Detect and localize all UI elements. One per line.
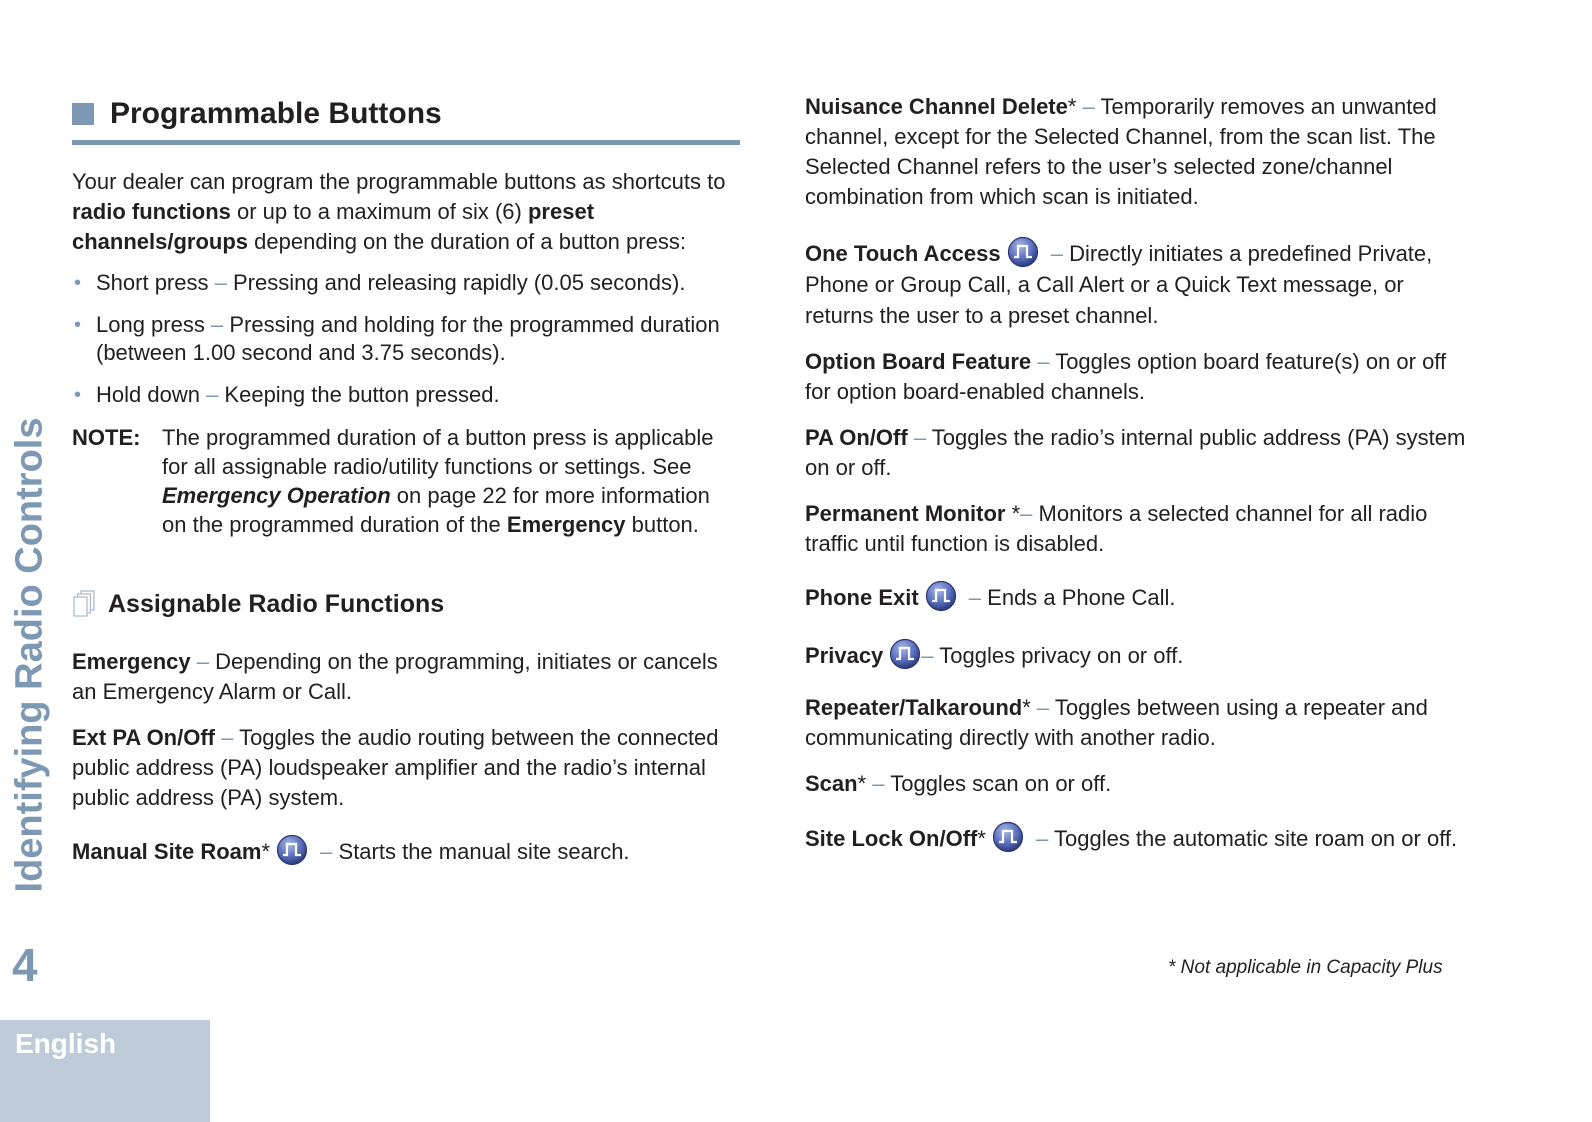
list-item <box>72 311 740 367</box>
dash: – <box>866 771 891 796</box>
asterisk: * <box>857 771 867 796</box>
bullet-icon: • <box>74 272 82 294</box>
note-text: The programmed duration of a button press is applicable for all assignable radio/utility functions or settings. See <box>162 425 714 479</box>
heading-square-icon <box>72 103 94 125</box>
bullet-term: Hold down <box>96 382 200 407</box>
function-entry <box>805 583 1477 613</box>
intro-text: depending on the duration of a button press: <box>248 229 686 254</box>
function-name: Ext PA On/Off <box>72 725 215 750</box>
function-desc: Starts the manual site search. <box>338 839 630 864</box>
note-block <box>72 423 740 539</box>
function-name: Manual Site Roam <box>72 839 262 864</box>
function-desc: Monitors a selected channel for all radio traffic until function is disabled. <box>805 501 1428 556</box>
intro-bold-radio-functions: radio functions <box>72 199 231 224</box>
asterisk: * <box>1022 695 1031 720</box>
function-name: Repeater/Talkaround <box>805 695 1023 720</box>
page-number: 4 <box>12 939 38 991</box>
function-entry <box>805 499 1477 559</box>
function-desc: Toggles the audio routing between the connected public address (PA) loudspeaker amplifier and the radio’s internal public address (PA) system. <box>72 725 719 810</box>
function-entry <box>805 347 1477 407</box>
function-desc: Toggles scan on or off. <box>890 771 1112 796</box>
function-name: Permanent Monitor <box>805 501 1006 526</box>
dash: – <box>1030 695 1055 720</box>
dash: – <box>921 643 940 668</box>
bullet-term: Long press <box>96 312 205 337</box>
note-body <box>162 423 740 539</box>
asterisk: * <box>977 826 986 851</box>
dash: – <box>1076 94 1101 119</box>
function-name: One Touch Access <box>805 241 1001 266</box>
note-bold-emergency: Emergency <box>506 512 626 537</box>
language-label: English <box>15 1028 117 1059</box>
footnote: * Not applicable in Capacity Plus <box>1168 957 1443 978</box>
programmable-button-icon <box>889 638 921 670</box>
intro-paragraph <box>72 167 740 257</box>
subsection-title: Assignable Radio Functions <box>108 589 445 618</box>
dash: – <box>199 382 225 407</box>
bullet-desc: Keeping the button pressed. <box>224 382 500 407</box>
dash: – <box>1044 241 1070 266</box>
chapter-title: Identifying Radio Controls <box>8 417 51 893</box>
dash: – <box>962 585 988 610</box>
dash: – <box>215 725 240 750</box>
function-entry <box>805 423 1477 483</box>
function-desc: Toggles option board feature(s) on or off for option board-enabled channels. <box>805 349 1447 404</box>
list-item <box>72 269 740 297</box>
subsection-heading <box>72 587 740 621</box>
function-name: Site Lock On/Off <box>805 826 978 851</box>
intro-bold-preset-channels: preset channels/groups <box>72 199 595 254</box>
function-name: Emergency <box>72 649 191 674</box>
function-name: Nuisance Channel Delete <box>805 94 1068 119</box>
function-desc: Depending on the programming, initiates or cancels an Emergency Alarm or Call. <box>72 649 718 704</box>
dash: – <box>204 312 230 337</box>
function-entry <box>72 723 740 813</box>
function-desc: Toggles the automatic site roam on or off. <box>1053 826 1458 851</box>
function-desc: Temporarily removes an unwanted channel, except for the Selected Channel, from the scan list. The Selected Channel refers to the user’s selected zone/channel combination from which scan is initiated. <box>805 94 1437 209</box>
function-name: Scan <box>805 771 858 796</box>
bullet-desc: Pressing and releasing rapidly (0.05 seconds). <box>232 270 686 295</box>
function-entry <box>805 769 1477 799</box>
function-desc: Toggles privacy on or off. <box>939 643 1184 668</box>
function-entry <box>72 837 740 867</box>
section-heading <box>72 92 740 136</box>
function-name: Privacy <box>805 643 884 668</box>
chapter-side-tab <box>0 417 60 893</box>
bullet-icon: • <box>74 384 82 406</box>
dash: – <box>1020 501 1039 526</box>
function-entry <box>805 238 1477 331</box>
function-entry <box>805 641 1477 671</box>
dash: – <box>314 839 339 864</box>
asterisk: * <box>1067 94 1077 119</box>
function-desc: Toggles the radio’s internal public address (PA) system on or off. <box>805 425 1466 480</box>
bullet-icon: • <box>74 314 82 336</box>
function-entry <box>805 823 1477 854</box>
function-desc: Toggles between using a repeater and communicating directly with another radio. <box>805 695 1428 750</box>
section-title: Programmable Buttons <box>110 97 442 130</box>
note-label: NOTE: <box>72 425 141 450</box>
function-entry <box>72 647 740 707</box>
intro-text: Your dealer can program the programmable buttons as shortcuts to <box>72 169 726 194</box>
dash: – <box>1029 826 1054 851</box>
emergency-operation-link[interactable]: Emergency Operation <box>162 483 391 508</box>
right-column <box>805 92 1477 870</box>
programmable-button-icon <box>992 821 1024 853</box>
functions-list-left <box>72 647 740 867</box>
heading-rule <box>72 140 740 145</box>
function-name: Option Board Feature <box>805 349 1032 374</box>
left-column <box>72 92 740 883</box>
function-desc: Directly initiates a predefined Private, Phone or Group Call, a Call Alert or a Quick Text message, or returns the user to a preset channel. <box>805 241 1433 328</box>
function-name: PA On/Off <box>805 425 908 450</box>
list-item <box>72 381 740 409</box>
dash: – <box>190 649 216 674</box>
function-desc: Ends a Phone Call. <box>987 585 1176 610</box>
note-text: button. <box>625 512 699 537</box>
press-types-list <box>72 269 740 409</box>
dash: – <box>1031 349 1056 374</box>
programmable-button-icon <box>925 580 957 612</box>
asterisk: * <box>261 839 271 864</box>
bullet-desc: Pressing and holding for the programmed duration (between 1.00 second and 3.75 seconds). <box>96 312 720 365</box>
language-tab <box>0 1020 210 1122</box>
dash: – <box>208 270 233 295</box>
asterisk: * <box>1005 501 1021 526</box>
note-text: on page 22 for more information on the programmed duration of the <box>162 483 710 537</box>
function-entry <box>805 693 1477 753</box>
function-name: Phone Exit <box>805 585 919 610</box>
function-entry <box>805 92 1477 212</box>
bullet-term: Short press <box>96 270 209 295</box>
pages-icon <box>72 590 96 618</box>
programmable-button-icon <box>1007 236 1039 268</box>
dash: – <box>907 425 932 450</box>
programmable-button-icon <box>276 834 308 866</box>
intro-text: or up to a maximum of six (6) <box>230 199 528 224</box>
